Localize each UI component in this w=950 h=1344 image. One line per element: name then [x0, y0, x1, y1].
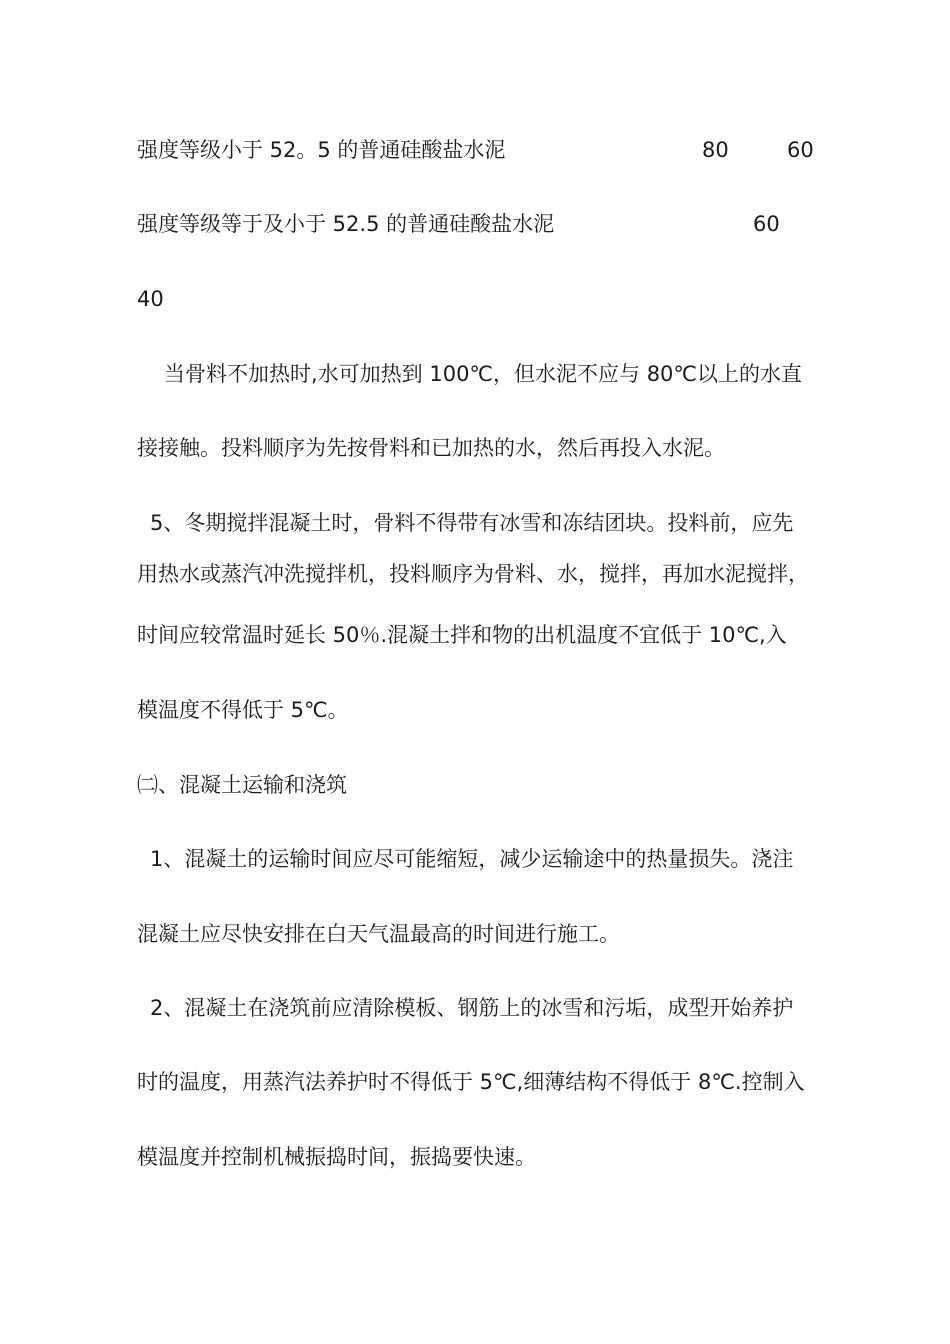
- item-5-line-1: 5、冬期搅拌混凝土时，骨料不得带有冰雪和冻结团块。投料前，应先: [150, 511, 794, 535]
- item-2-line-1: 2、混凝土在浇筑前应清除模板、钢筋上的冰雪和污垢，成型开始养护: [150, 996, 794, 1020]
- item-5-line-4: 模温度不得低于 5℃。: [137, 698, 349, 722]
- item-5-line-3: 时间应较常温时延长 50％.混凝土拌和物的出机温度不宜低于 10℃,入: [137, 623, 787, 647]
- item-2-line-2: 时的温度，用蒸汽法养护时不得低于 5℃,细薄结构不得低于 8℃.控制入: [137, 1070, 805, 1094]
- item-2-line-3: 模温度并控制机械振捣时间，振捣要快速。: [137, 1145, 536, 1169]
- cement-row-1-value-2: 60: [787, 138, 814, 162]
- heating-note-line-2: 接接触。投料顺序为先按骨料和已加热的水，然后再投入水泥。: [137, 436, 725, 460]
- cement-row-1-label: 强度等级小于 52。5 的普通硅酸盐水泥: [137, 138, 506, 162]
- item-1-line-2: 混凝土应尽快安排在白天气温最高的时间进行施工。: [137, 922, 620, 946]
- cement-row-2-label: 强度等级等于及小于 52.5 的普通硅酸盐水泥: [137, 212, 555, 236]
- cement-row-1-value-1: 80: [702, 138, 729, 162]
- cement-row-2-value-1: 60: [753, 212, 780, 236]
- cement-row-2-value-2: 40: [137, 287, 164, 311]
- item-1-line-1: 1、混凝土的运输时间应尽可能缩短，减少运输途中的热量损失。浇注: [150, 847, 794, 871]
- section-heading: ㈡、混凝土运输和浇筑: [137, 773, 347, 797]
- heating-note-line-1: 当骨料不加热时,水可加热到 100℃，但水泥不应与 80℃以上的水直: [164, 362, 802, 386]
- item-5-line-2: 用热水或蒸汽冲洗搅拌机，投料顺序为骨料、水，搅拌，再加水泥搅拌，: [137, 562, 809, 586]
